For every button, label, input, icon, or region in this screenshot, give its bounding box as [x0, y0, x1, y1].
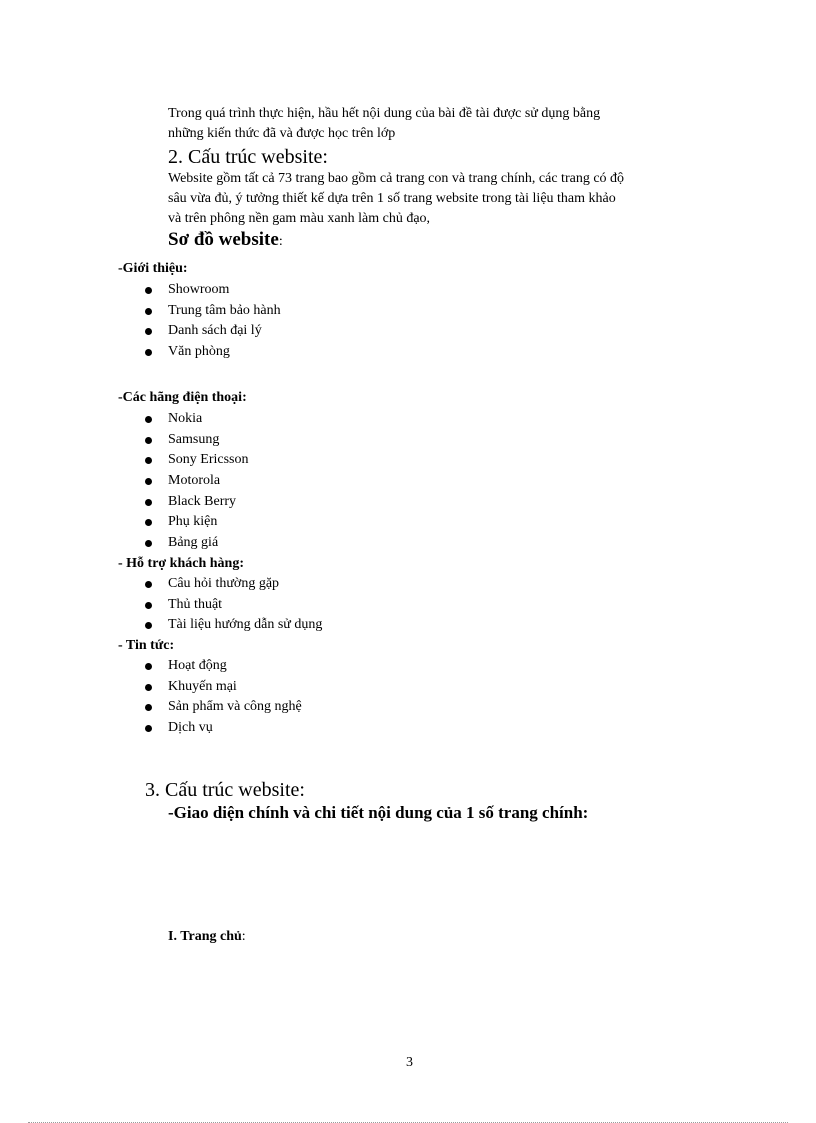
list-item: Trung tâm bảo hành: [142, 301, 281, 322]
group-label-tin-tuc: - Tin tức:: [118, 638, 175, 653]
bullet-icon: [145, 287, 152, 294]
section3-subheading: -Giao diện chính và chi tiết nội dung của 1 số trang chính:: [168, 803, 589, 822]
bullet-icon: [145, 457, 152, 464]
section2-line-1: Website gồm tất cả 73 trang bao gồm cả trang con và trang chính, các trang có độ: [168, 171, 625, 186]
bullet-icon: [145, 478, 152, 485]
bullet-icon: [145, 328, 152, 335]
list-ho-tro: [142, 574, 322, 636]
bullet-icon: [145, 437, 152, 444]
list-item: Samsung: [142, 430, 249, 451]
list-item: Hoạt động: [142, 656, 302, 677]
section2-line-3: và trên phông nền gam màu xanh làm chủ đạo,: [168, 211, 431, 226]
bullet-icon: [145, 349, 152, 356]
list-item: Sản phẩm và công nghệ: [142, 697, 302, 718]
bullet-icon: [145, 581, 152, 588]
list-item: Thủ thuật: [142, 595, 322, 616]
list-item: Phụ kiện: [142, 512, 249, 533]
trang-chu-label: I. Trang chủ: [168, 929, 242, 944]
bullet-icon: [145, 519, 152, 526]
list-item: Câu hỏi thường gặp: [142, 574, 322, 595]
intro-line-1: Trong quá trình thực hiện, hầu hết nội dung của bài đề tài được sử dụng bằng: [168, 106, 601, 121]
group-label-ho-tro: - Hỗ trợ khách hàng:: [118, 556, 244, 571]
bullet-icon: [145, 540, 152, 547]
bullet-icon: [145, 416, 152, 423]
page-number: 3: [406, 1055, 413, 1070]
bullet-icon: [145, 308, 152, 315]
list-item: Showroom: [142, 280, 281, 301]
list-item: Văn phòng: [142, 342, 281, 363]
sitemap-title-text: Sơ đồ website: [168, 229, 279, 250]
sitemap-title-suffix: :: [278, 234, 283, 249]
list-gioi-thieu: [142, 280, 281, 363]
list-item: Black Berry: [142, 492, 249, 513]
sitemap-title: [168, 229, 283, 252]
list-item: Bảng giá: [142, 533, 249, 554]
list-tin-tuc: [142, 656, 302, 739]
bullet-icon: [145, 663, 152, 670]
list-item: Danh sách đại lý: [142, 321, 281, 342]
bullet-icon: [145, 704, 152, 711]
bullet-icon: [145, 602, 152, 609]
group-label-cac-hang: -Các hãng điện thoại:: [118, 390, 247, 405]
intro-line-2: những kiến thức đã và được học trên lớp: [168, 126, 396, 141]
list-item: Khuyến mại: [142, 677, 302, 698]
list-item: Tài liệu hướng dẫn sử dụng: [142, 615, 322, 636]
bullet-icon: [145, 725, 152, 732]
group-label-gioi-thieu: -Giới thiệu:: [118, 261, 188, 276]
list-item: Nokia: [142, 409, 249, 430]
section2-heading: 2. Cấu trúc website:: [168, 146, 328, 168]
list-cac-hang: [142, 409, 249, 554]
list-item: Sony Ericsson: [142, 450, 249, 471]
bullet-icon: [145, 622, 152, 629]
trang-chu-heading: [168, 927, 246, 947]
bullet-icon: [145, 499, 152, 506]
bullet-icon: [145, 684, 152, 691]
list-item: Motorola: [142, 471, 249, 492]
section2-line-2: sâu vừa đủ, ý tưởng thiết kế dựa trên 1 số trang website trong tài liệu tham khảo: [168, 191, 616, 206]
trang-chu-suffix: :: [241, 929, 246, 944]
section3-heading: 3. Cấu trúc website:: [145, 779, 305, 801]
list-item: Dịch vụ: [142, 718, 302, 739]
